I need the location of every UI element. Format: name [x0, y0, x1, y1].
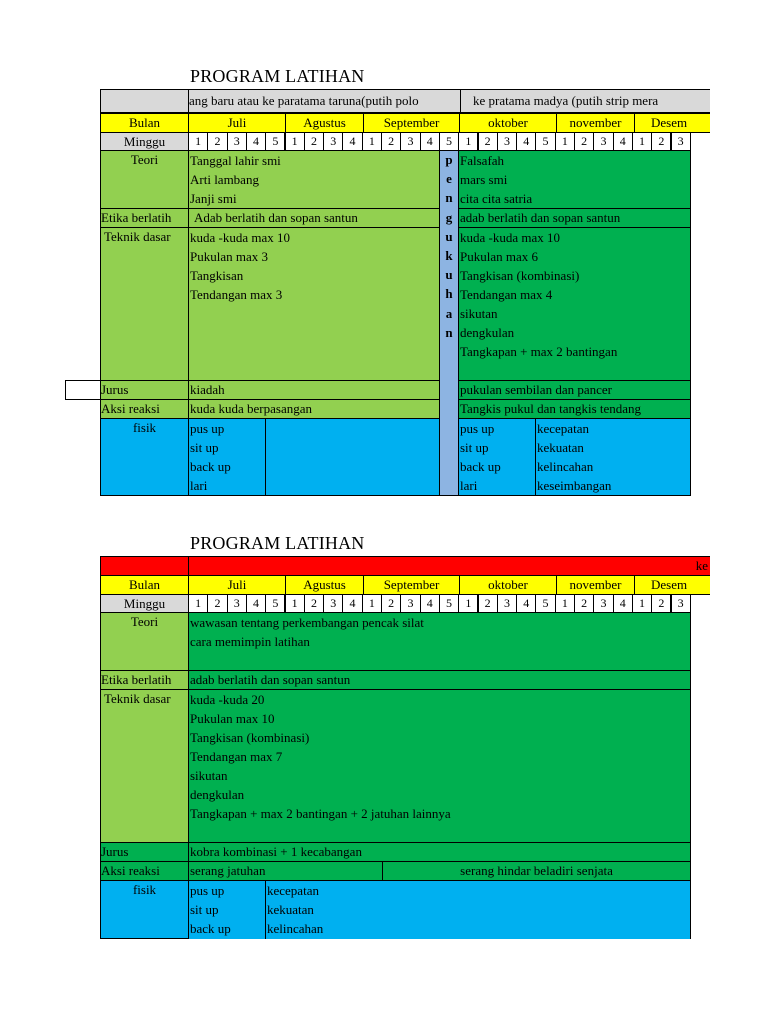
fisik-right-a-cell[interactable]: [458, 418, 536, 496]
week-number-cell[interactable]: 2: [478, 594, 498, 613]
teknik-item: Tangkisan (kombinasi): [190, 730, 310, 745]
week-number-cell[interactable]: 3: [671, 132, 691, 151]
aksi-reaksi-label-2[interactable]: Aksi reaksi: [100, 861, 189, 881]
teori-item: cara memimpin latihan: [190, 634, 310, 649]
teori-left-item: Arti lambang: [190, 172, 259, 187]
header-left-text: ang baru atau ke paratama taruna(putih polo: [189, 93, 419, 108]
week-number-cell[interactable]: 1: [188, 132, 208, 151]
aksi-reaksi-label[interactable]: Aksi reaksi: [100, 399, 189, 419]
header2-right-cell[interactable]: [188, 556, 710, 576]
week-number-cell[interactable]: 1: [632, 594, 652, 613]
teknik-cell-2[interactable]: [188, 689, 691, 843]
week-number-cell[interactable]: 3: [323, 594, 343, 613]
month-desember[interactable]: Desem: [634, 113, 710, 133]
teknik-right-item: Tangkisan (kombinasi): [460, 268, 580, 283]
week-number-cell[interactable]: 4: [246, 594, 266, 613]
teori-left-item: Tanggal lahir smi: [190, 153, 281, 168]
penguhan-letter: n: [445, 190, 453, 206]
bulan-label-2[interactable]: Bulan: [100, 575, 189, 595]
page-title-1: PROGRAM LATIHAN: [190, 66, 365, 86]
week-number-cell[interactable]: 4: [420, 594, 440, 613]
teori-right-item: Falsafah: [460, 153, 505, 168]
week-number-cell[interactable]: 2: [478, 132, 498, 151]
header2-empty-cell[interactable]: [100, 556, 189, 576]
week-number-cell[interactable]: 3: [671, 594, 691, 613]
aksi-right-cell-2[interactable]: serang hindar beladiri senjata: [382, 861, 691, 881]
bulan-label[interactable]: Bulan: [100, 113, 189, 133]
page-title-2: PROGRAM LATIHAN: [190, 533, 365, 553]
month-agustus-2[interactable]: Agustus: [285, 575, 364, 595]
week-number-cell[interactable]: 5: [265, 594, 285, 613]
week-number-cell[interactable]: 4: [613, 594, 633, 613]
week-number-cell[interactable]: 5: [535, 594, 555, 613]
month-agustus[interactable]: Agustus: [285, 113, 364, 133]
minggu-label-2[interactable]: Minggu: [100, 594, 189, 613]
teori-label-2[interactable]: Teori: [100, 612, 189, 671]
fisik-item: kecepatan: [267, 883, 319, 898]
month-oktober-2[interactable]: oktober: [459, 575, 557, 595]
teori-left-item: Janji smi: [190, 191, 237, 206]
week-number-cell[interactable]: 4: [613, 132, 633, 151]
jurus-cell-2[interactable]: kobra kombinasi + 1 kecabangan: [188, 842, 691, 862]
fisik-right-item: lari: [460, 478, 478, 493]
aksi-left-cell-2[interactable]: serang jatuhan: [188, 861, 383, 881]
teknik-right-item: sikutan: [460, 306, 498, 321]
teknik-item: kuda -kuda 20: [190, 692, 265, 707]
fisik-item: kekuatan: [267, 902, 314, 917]
week-number-cell[interactable]: 3: [400, 594, 420, 613]
week-number-cell[interactable]: 1: [285, 132, 305, 151]
teknik-item: sikutan: [190, 768, 228, 783]
fisik-label[interactable]: fisik: [100, 418, 189, 496]
month-november-2[interactable]: november: [556, 575, 635, 595]
header2-right-text: ke: [695, 558, 708, 573]
week-number-cell[interactable]: 5: [439, 594, 459, 613]
teori-label[interactable]: Teori: [100, 150, 189, 209]
fisik-left-cell[interactable]: [188, 418, 266, 496]
week-number-cell[interactable]: 5: [439, 132, 459, 151]
header-right-cell[interactable]: [460, 89, 710, 113]
fisik-item: kelincahan: [267, 921, 324, 936]
penguhan-letter: e: [446, 171, 452, 187]
header-right-text: ke pratama madya (putih strip mera: [473, 93, 659, 108]
teknik-label-2[interactable]: Teknik dasar: [100, 689, 189, 843]
week-number-cell[interactable]: 2: [651, 594, 671, 613]
week-number-cell[interactable]: 2: [304, 594, 324, 613]
week-number-cell[interactable]: 1: [362, 132, 382, 151]
week-number-cell[interactable]: 2: [651, 132, 671, 151]
teknik-left-cell[interactable]: [188, 227, 440, 381]
empty-outlined-cell[interactable]: [65, 380, 101, 400]
week-number-cell[interactable]: 2: [381, 594, 401, 613]
fisik-right-item: keseimbangan: [537, 478, 612, 493]
teknik-right-cell[interactable]: [458, 227, 691, 381]
week-number-cell[interactable]: 4: [516, 132, 536, 151]
etika-right-cell[interactable]: adab berlatih dan sopan santun: [458, 208, 691, 228]
week-number-cell[interactable]: 1: [188, 594, 208, 613]
teknik-right-item: Pukulan max 6: [460, 249, 538, 264]
penguhan-letter: g: [445, 209, 453, 225]
fisik-left-item: sit up: [190, 440, 219, 455]
minggu-label[interactable]: Minggu: [100, 132, 189, 151]
jurus-label-2[interactable]: Jurus: [100, 842, 189, 862]
fisik-a-cell-2[interactable]: [188, 880, 266, 939]
teknik-right-item: Tangkapan + max 2 bantingan: [460, 344, 618, 359]
fisik-right-item: kelincahan: [537, 459, 594, 474]
teknik-item: Pukulan max 10: [190, 711, 275, 726]
teknik-item: Tangkapan + max 2 bantingan + 2 jatuhan lainnya: [190, 806, 451, 821]
teknik-left-item: Pukulan max 3: [190, 249, 268, 264]
week-number-cell[interactable]: 1: [555, 132, 575, 151]
teknik-left-item: Tendangan max 3: [190, 287, 283, 302]
penguhan-letter: k: [445, 248, 453, 263]
fisik-right-b-cell[interactable]: [535, 418, 691, 496]
teknik-item: dengkulan: [190, 787, 245, 802]
week-number-cell[interactable]: 1: [458, 594, 478, 613]
week-number-cell[interactable]: 3: [400, 132, 420, 151]
etika-left-cell[interactable]: Adab berlatih dan sopan santun: [188, 208, 440, 228]
week-number-cell[interactable]: 1: [632, 132, 652, 151]
month-juli-2[interactable]: Juli: [188, 575, 286, 595]
teknik-right-item: dengkulan: [460, 325, 515, 340]
etika-label[interactable]: Etika berlatih: [100, 208, 189, 228]
week-number-cell[interactable]: 2: [381, 132, 401, 151]
jurus-label[interactable]: Jurus: [100, 380, 189, 400]
week-number-cell[interactable]: 4: [420, 132, 440, 151]
penguhan-letter: p: [445, 152, 453, 167]
week-number-cell[interactable]: 1: [362, 594, 382, 613]
teori-right-item: cita cita satria: [460, 191, 533, 206]
week-number-cell[interactable]: 2: [574, 594, 594, 613]
teknik-right-item: Tendangan max 4: [460, 287, 553, 302]
fisik-right-item: back up: [460, 459, 501, 474]
week-number-cell[interactable]: 4: [246, 132, 266, 151]
week-number-cell[interactable]: 4: [342, 594, 362, 613]
fisik-label-2[interactable]: fisik: [100, 880, 189, 939]
teori-right-cell[interactable]: [458, 150, 691, 209]
week-number-cell[interactable]: 3: [593, 594, 613, 613]
month-juli[interactable]: Juli: [188, 113, 286, 133]
teknik-label[interactable]: Teknik dasar: [100, 227, 189, 381]
month-september-2[interactable]: September: [363, 575, 460, 595]
fisik-item: pus up: [190, 883, 225, 898]
week-number-cell[interactable]: 3: [497, 594, 517, 613]
fisik-item: sit up: [190, 902, 219, 917]
header-empty-cell[interactable]: [100, 89, 189, 113]
fisik-b-cell-2[interactable]: [265, 880, 691, 939]
month-desember-2[interactable]: Desem: [634, 575, 710, 595]
etika-cell-2[interactable]: adab berlatih dan sopan santun: [188, 670, 691, 690]
penguhan-letter: u: [445, 228, 453, 244]
fisik-left-item: pus up: [190, 421, 225, 436]
month-september[interactable]: September: [363, 113, 460, 133]
week-number-cell[interactable]: 2: [304, 132, 324, 151]
teori-cell-2[interactable]: [188, 612, 691, 671]
week-number-cell[interactable]: 5: [535, 132, 555, 151]
week-number-cell[interactable]: 1: [555, 594, 575, 613]
fisik-right-item: sit up: [460, 440, 489, 455]
penguhan-letter: h: [445, 286, 453, 302]
week-number-cell[interactable]: 1: [458, 132, 478, 151]
fisik-right-item: kecepatan: [537, 421, 589, 436]
week-number-cell[interactable]: 3: [227, 132, 247, 151]
week-number-cell[interactable]: 3: [323, 132, 343, 151]
fisik-item: back up: [190, 921, 231, 936]
header-left-cell[interactable]: [188, 89, 461, 113]
aksi-left-cell[interactable]: kuda kuda berpasangan: [188, 399, 440, 419]
jurus-left-cell[interactable]: kiadah: [188, 380, 440, 400]
aksi-right-cell[interactable]: Tangkis pukul dan tangkis tendang: [458, 399, 691, 419]
week-number-cell[interactable]: 1: [285, 594, 305, 613]
teori-item: wawasan tentang perkembangan pencak silat: [190, 615, 424, 630]
fisik-left-item: back up: [190, 459, 231, 474]
week-number-cell[interactable]: 3: [593, 132, 613, 151]
week-number-cell[interactable]: 3: [227, 594, 247, 613]
month-november[interactable]: november: [556, 113, 635, 133]
fisik-left-empty-cell[interactable]: [265, 418, 440, 496]
teori-right-item: mars smi: [460, 172, 508, 187]
week-number-cell[interactable]: 2: [574, 132, 594, 151]
teknik-left-item: Tangkisan: [190, 268, 244, 283]
fisik-right-item: kekuatan: [537, 440, 584, 455]
teknik-item: Tendangan max 7: [190, 749, 283, 764]
teknik-right-item: kuda -kuda max 10: [460, 230, 561, 245]
teori-left-cell[interactable]: [188, 150, 440, 209]
week-number-cell[interactable]: 3: [497, 132, 517, 151]
week-number-cell[interactable]: 4: [516, 594, 536, 613]
penguhan-letter: n: [445, 324, 453, 340]
teknik-left-item: kuda -kuda max 10: [190, 230, 291, 245]
week-number-cell[interactable]: 2: [207, 594, 227, 613]
jurus-right-cell[interactable]: pukulan sembilan dan pancer: [458, 380, 691, 400]
penguhan-letter: u: [445, 267, 453, 283]
week-number-cell[interactable]: 5: [265, 132, 285, 151]
week-number-cell[interactable]: 4: [342, 132, 362, 151]
fisik-right-item: pus up: [460, 421, 495, 436]
fisik-left-item: lari: [190, 478, 208, 493]
month-oktober[interactable]: oktober: [459, 113, 557, 133]
week-number-cell[interactable]: 2: [207, 132, 227, 151]
etika-label-2[interactable]: Etika berlatih: [100, 670, 189, 690]
penguhan-letter: a: [445, 305, 453, 321]
